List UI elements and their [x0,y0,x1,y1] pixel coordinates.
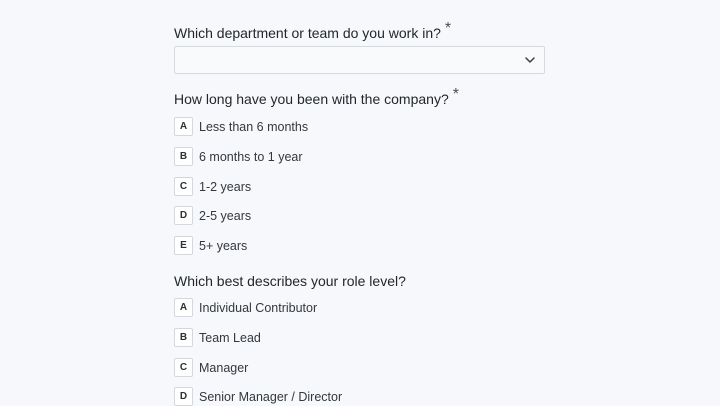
tenure-option-b[interactable] [174,147,303,166]
option-label: 1-2 years [199,179,252,194]
option-key: D [174,206,193,225]
question-text: How long have you been with the company? [174,91,449,107]
tenure-option-a[interactable] [174,117,308,136]
question-text: Which department or team do you work in? [174,25,441,41]
option-key: A [174,298,193,317]
tenure-option-c[interactable] [174,177,251,196]
option-key: C [174,358,193,377]
question-tenure [174,86,546,109]
option-key: E [174,236,193,255]
option-key: C [174,177,193,196]
required-mark: * [452,86,459,103]
option-label: 5+ years [199,238,248,253]
option-label: Team Lead [199,330,261,345]
question-title [174,86,546,109]
question-department [174,20,546,43]
role-option-c[interactable] [174,358,248,377]
question-title [174,20,546,43]
option-key: A [174,117,193,136]
option-key: B [174,328,193,347]
option-label: 2-5 years [199,208,252,223]
question-text: Which best describes your role level? [174,273,406,289]
question-title [174,272,546,290]
option-label: Less than 6 months [199,119,309,134]
required-mark: * [444,20,452,37]
option-label: Senior Manager / Director [199,389,343,404]
role-option-d[interactable] [174,387,342,406]
tenure-option-e[interactable] [174,236,247,255]
tenure-option-d[interactable] [174,206,251,225]
option-key: B [174,147,193,166]
option-key: D [174,387,193,406]
chevron-down-icon[interactable] [524,54,536,66]
option-label: Individual Contributor [199,300,318,315]
option-label: 6 months to 1 year [199,149,303,164]
role-option-a[interactable] [174,298,317,317]
question-role-level [174,272,546,290]
role-option-b[interactable] [174,328,261,347]
department-dropdown[interactable] [174,46,545,74]
option-label: Manager [199,360,249,375]
